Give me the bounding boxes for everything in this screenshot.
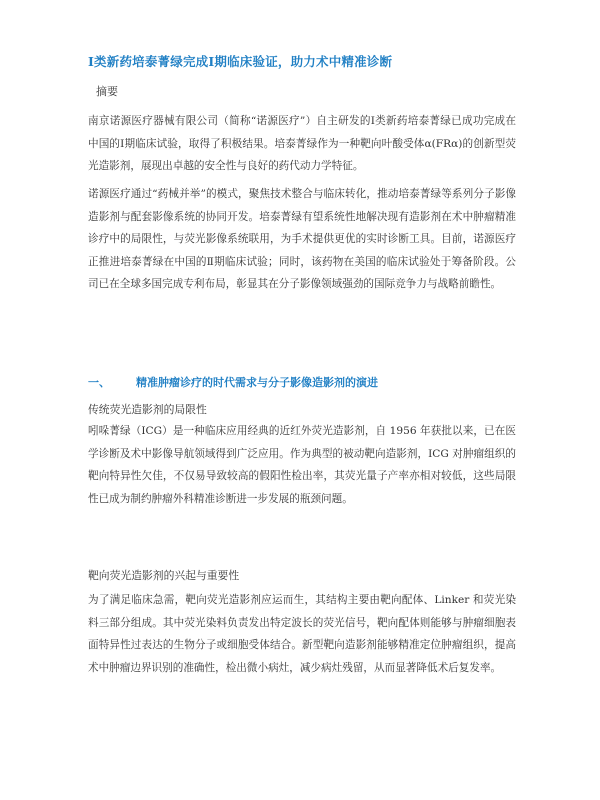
section-heading bbox=[88, 374, 528, 390]
subsection-paragraph-2: 为了满足临床急需，靶向荧光造影剂应运而生，其结构主要由靶向配体、Linker 和荧光染料三部分组成。其中荧光染料负责发出特定波长的荧光信号，靶向配体则能够与肿瘤细胞表面特异性过表达的生物分子或细胞受体结合。新型靶向造影剂能够精准定位肿瘤组织，提高术中肿瘤边界识别的准确性，检出微小病灶，减少病灶残留，从而显著降低术后复发率。 bbox=[88, 594, 516, 674]
section-title: 精准肿瘤诊疗的时代需求与分子影像造影剂的演进 bbox=[136, 376, 378, 389]
abstract-heading: 摘要 bbox=[96, 85, 118, 98]
subsection-heading-2: 靶向荧光造影剂的兴起与重要性 bbox=[88, 569, 240, 582]
subsection-paragraph-1: 吲哚菁绿（ICG）是一种临床应用经典的近红外荧光造影剂，自 1956 年获批以来，已在医学诊断及术中影像导航领域得到广泛应用。作为典型的被动靶向造影剂，ICG 对肿瘤组织的靶向特异性欠佳，不仅易导致较高的假阳性检出率，其荧光量子产率亦相对较低，这些局限性已成为制约肿瘤外科精准诊断进一步发展的瓶颈问题。 bbox=[88, 425, 516, 505]
section-number: 一、 bbox=[88, 376, 110, 389]
abstract-paragraph-2: 诺源医疗通过“药械并举”的模式，聚焦技术整合与临床转化，推动培泰菁绿等系列分子影像造影剂与配套影像系统的协同开发。培泰菁绿有望系统性地解决现有造影剂在术中肿瘤精准诊疗中的局限性，与荧光影像系统联用，为手术提供更优的实时诊断工具。目前，诺源医疗正推进培泰菁绿在中国的Ⅱ期临床试验；同时，该药物在美国的临床试验处于筹备阶段。公司已在全球多国完成专利布局，彰显其在分子影像领域强劲的国际竞争力与战略前瞻性。 bbox=[88, 188, 516, 290]
subsection-heading-1: 传统荧光造影剂的局限性 bbox=[88, 403, 207, 416]
abstract-paragraph-1: 南京诺源医疗器械有限公司（简称“诺源医疗”）自主研发的Ⅰ类新药培泰菁绿已成功完成在中国的Ⅰ期临床试验，取得了积极结果。培泰菁绿作为一种靶向叶酸受体α(FRα)的创新型荧光造影剂，展现出卓越的安全性与良好的药代动力学特征。 bbox=[88, 115, 516, 172]
document-title: Ⅰ类新药培泰菁绿完成Ⅰ期临床验证，助力术中精准诊断 bbox=[88, 54, 393, 69]
